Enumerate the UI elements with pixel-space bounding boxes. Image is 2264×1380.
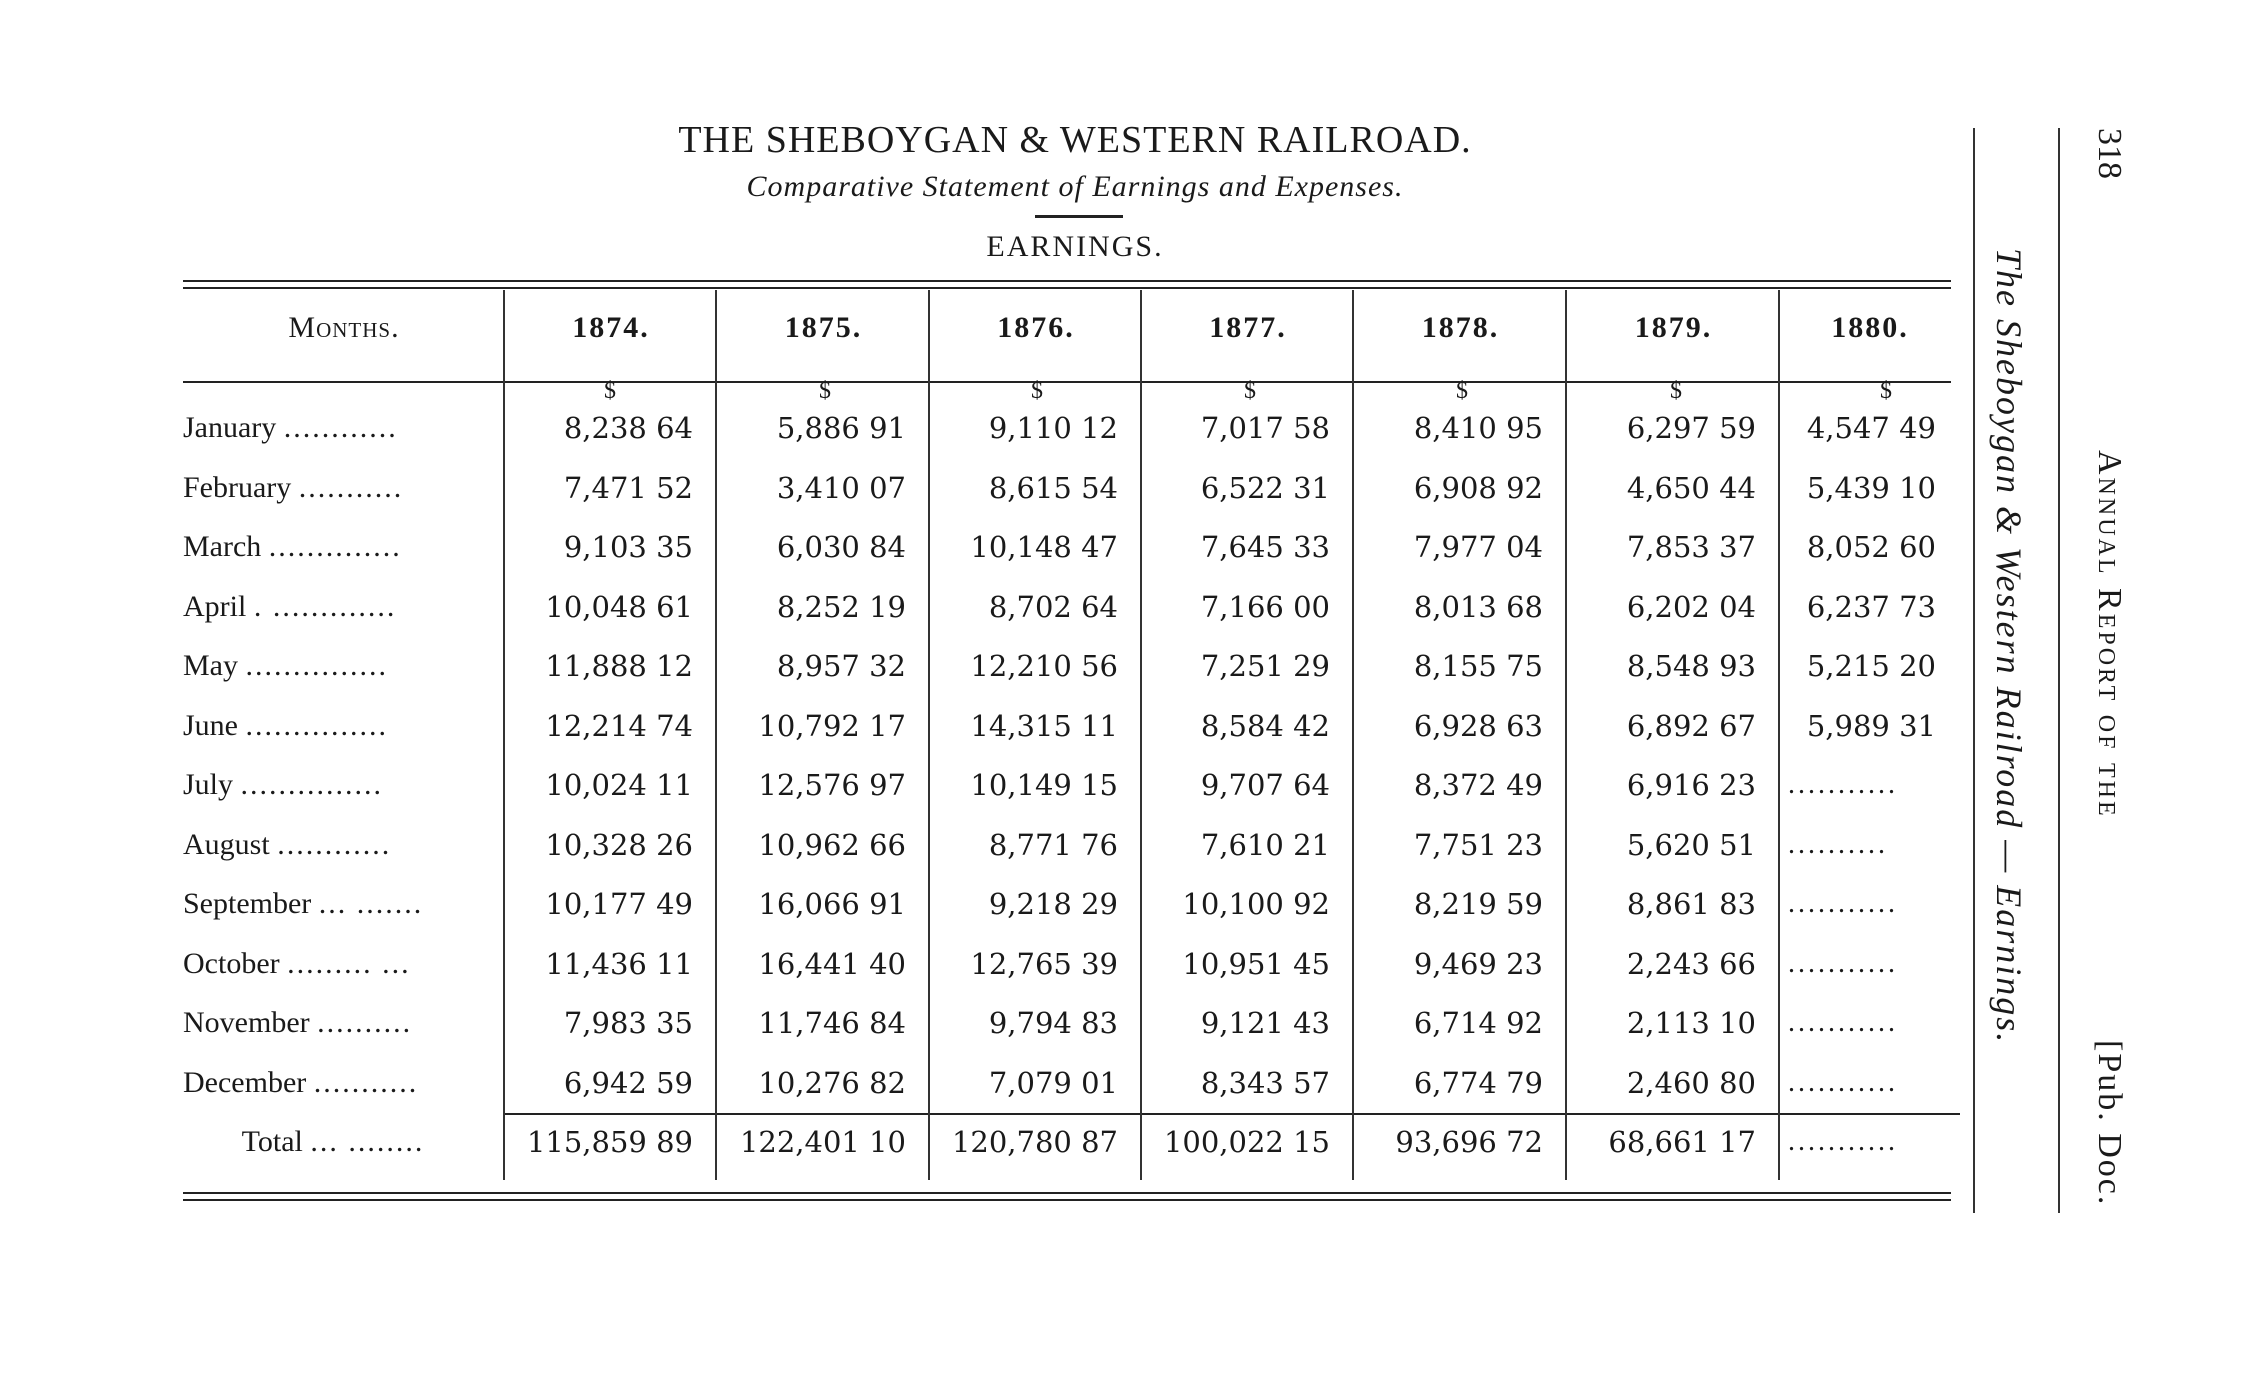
year-header: 1877. [1209, 311, 1287, 344]
earnings-value: 14,315 11 [970, 709, 1118, 743]
earnings-value: 16,441 40 [758, 947, 906, 981]
spacer [246, 590, 254, 623]
earnings-value: 8,957 32 [776, 649, 906, 683]
leader-dots: ............... [245, 709, 388, 742]
earnings-value: 8,052 60 [1806, 530, 1936, 564]
pub-doc-label: [Pub. Doc. [2091, 1040, 2128, 1207]
month-name: December [183, 1066, 307, 1099]
spacer [233, 768, 241, 801]
earnings-value: 5,620 51 [1626, 828, 1756, 862]
spacer [238, 649, 246, 682]
earnings-value: 7,079 01 [988, 1066, 1118, 1100]
month-label [183, 468, 498, 508]
document-subtitle: Comparative Statement of Earnings and Expenses. [746, 170, 1404, 203]
earnings-value: 8,238 64 [563, 411, 693, 445]
empty-cell-dots: ........... [1788, 1067, 1898, 1098]
currency-symbol: $ [1880, 378, 1892, 404]
empty-cell-dots: ........... [1788, 769, 1898, 800]
leader-dots: . ............. [253, 590, 397, 623]
earnings-value: 8,584 42 [1200, 709, 1330, 743]
year-header: 1879. [1634, 311, 1713, 344]
month-label [183, 944, 498, 984]
earnings-value: 8,548 93 [1626, 649, 1756, 683]
total-value: 100,022 15 [1163, 1125, 1330, 1159]
table-top-rule [183, 280, 1951, 282]
total-value: 93,696 72 [1395, 1125, 1543, 1159]
earnings-value: 9,121 43 [1200, 1006, 1330, 1040]
currency-symbol: $ [1031, 378, 1043, 404]
earnings-value: 10,024 11 [545, 768, 693, 802]
earnings-value: 7,983 35 [563, 1006, 693, 1040]
earnings-value: 6,522 31 [1200, 471, 1330, 505]
leader-dots: ............... [240, 768, 384, 801]
earnings-value: 9,218 29 [988, 887, 1118, 921]
earnings-value: 8,702 64 [988, 590, 1118, 624]
total-value: 120,780 87 [951, 1125, 1118, 1159]
total-value: 122,401 10 [739, 1125, 906, 1159]
earnings-value: 7,166 00 [1200, 590, 1330, 624]
spacer [310, 1006, 318, 1039]
earnings-value: 8,252 19 [776, 590, 906, 624]
spacer [280, 947, 288, 980]
leader-dots: .............. [268, 530, 402, 563]
earnings-value: 4,547 49 [1806, 411, 1936, 445]
month-label [183, 825, 498, 865]
earnings-value: 4,650 44 [1626, 471, 1756, 505]
earnings-value: 12,576 97 [758, 768, 906, 802]
earnings-value: 5,989 31 [1806, 709, 1936, 743]
month-name: September [183, 887, 312, 920]
month-label [183, 1003, 498, 1043]
month-name: July [183, 768, 234, 801]
total-rule [505, 1113, 1960, 1115]
month-label [183, 765, 498, 805]
currency-symbol: $ [1670, 378, 1682, 404]
spacer [238, 709, 246, 742]
earnings-value: 7,017 58 [1200, 411, 1330, 445]
year-header: 1875. [784, 311, 863, 344]
month-name: January [183, 411, 277, 444]
earnings-value: 8,861 83 [1626, 887, 1756, 921]
earnings-value: 8,615 54 [988, 471, 1118, 505]
total-value: 68,661 17 [1608, 1125, 1756, 1159]
document-title: THE SHEBOYGAN & WESTERN RAILROAD. [678, 119, 1472, 161]
earnings-value: 5,439 10 [1806, 471, 1936, 505]
earnings-value: 2,460 80 [1626, 1066, 1756, 1100]
month-name: November [183, 1006, 310, 1039]
earnings-value: 12,214 74 [545, 709, 693, 743]
total-label-text: Total [241, 1125, 303, 1158]
month-label [183, 706, 498, 746]
earnings-value: 7,751 23 [1413, 828, 1543, 862]
month-label [183, 527, 498, 567]
earnings-value: 10,951 45 [1182, 947, 1330, 981]
earnings-value: 6,908 92 [1413, 471, 1543, 505]
earnings-value: 6,942 59 [563, 1066, 693, 1100]
table-top-rule-2 [183, 287, 1951, 289]
earnings-value: 6,916 23 [1626, 768, 1756, 802]
spacer [291, 471, 299, 504]
earnings-value: 10,148 47 [970, 530, 1118, 564]
empty-cell-dots: ........... [1788, 1007, 1898, 1038]
year-header: 1880. [1831, 311, 1909, 344]
empty-cell-dots: ........... [1788, 888, 1898, 919]
earnings-value: 9,707 64 [1200, 768, 1330, 802]
earnings-value: 6,714 92 [1413, 1006, 1543, 1040]
earnings-value: 10,149 15 [970, 768, 1118, 802]
month-label [183, 587, 498, 627]
month-label [183, 1063, 498, 1103]
earnings-value: 2,243 66 [1626, 947, 1756, 981]
month-label [183, 408, 498, 448]
earnings-value: 8,771 76 [988, 828, 1118, 862]
month-label [183, 646, 498, 686]
earnings-value: 7,610 21 [1200, 828, 1330, 862]
month-name: February [183, 471, 292, 504]
earnings-value: 10,276 82 [758, 1066, 906, 1100]
month-name: October [183, 947, 280, 980]
currency-symbol: $ [1244, 378, 1256, 404]
earnings-value: 11,746 84 [758, 1006, 906, 1040]
earnings-value: 6,892 67 [1626, 709, 1756, 743]
total-row-label [183, 1122, 493, 1162]
earnings-value: 11,888 12 [545, 649, 693, 683]
table-bottom-rule-2 [183, 1199, 1951, 1201]
year-header: 1876. [997, 311, 1075, 344]
months-header: Months. [288, 311, 400, 344]
earnings-value: 8,013 68 [1413, 590, 1543, 624]
year-header: 1878. [1421, 311, 1500, 344]
earnings-value: 5,886 91 [776, 411, 906, 445]
earnings-value: 6,202 04 [1626, 590, 1756, 624]
earnings-value: 6,237 73 [1806, 590, 1936, 624]
earnings-value: 2,113 10 [1626, 1006, 1756, 1040]
earnings-value: 6,030 84 [776, 530, 906, 564]
earnings-value: 8,410 95 [1413, 411, 1543, 445]
earnings-value: 7,645 33 [1200, 530, 1330, 564]
earnings-value: 10,962 66 [758, 828, 906, 862]
earnings-value: 9,469 23 [1413, 947, 1543, 981]
earnings-value: 10,328 26 [545, 828, 693, 862]
running-head-line [2058, 128, 2060, 1213]
page-number: 318 [2091, 128, 2128, 179]
earnings-value: 10,177 49 [545, 887, 693, 921]
leader-dots: ......... ... [287, 947, 411, 980]
earnings-value: 16,066 91 [758, 887, 906, 921]
title-rule [1035, 215, 1123, 218]
earnings-value: 5,215 20 [1806, 649, 1936, 683]
spacer [276, 411, 284, 444]
earnings-value: 10,792 17 [758, 709, 906, 743]
earnings-value: 10,100 92 [1182, 887, 1330, 921]
earnings-value: 9,794 83 [988, 1006, 1118, 1040]
total-value: 115,859 89 [526, 1125, 693, 1159]
year-header: 1874. [572, 311, 650, 344]
earnings-value: 12,210 56 [970, 649, 1118, 683]
section-heading: EARNINGS. [986, 230, 1164, 263]
month-name: May [183, 649, 238, 682]
empty-cell-dots: .......... [1788, 829, 1888, 860]
earnings-value: 6,928 63 [1413, 709, 1543, 743]
spacer [261, 530, 269, 563]
leader-dots: ............ [283, 411, 398, 444]
running-title: The Sheboygan & Western Railroad — Earnings. [1989, 248, 2029, 1045]
month-name: August [183, 828, 270, 861]
month-label [183, 884, 498, 924]
table-bottom-rule [183, 1192, 1951, 1194]
spacer [306, 1066, 314, 1099]
earnings-value: 7,471 52 [563, 471, 693, 505]
currency-symbol: $ [1456, 378, 1468, 404]
earnings-value: 6,774 79 [1413, 1066, 1543, 1100]
leader-dots: ............ [277, 828, 392, 861]
leader-dots: ... ........ [310, 1125, 425, 1158]
earnings-value: 6,297 59 [1626, 411, 1756, 445]
right-border-line [1973, 128, 1975, 1213]
earnings-value: 12,765 39 [970, 947, 1118, 981]
earnings-value: 8,219 59 [1413, 887, 1543, 921]
month-name: June [183, 709, 238, 742]
earnings-value: 7,251 29 [1200, 649, 1330, 683]
earnings-value: 7,977 04 [1413, 530, 1543, 564]
leader-dots: ............... [245, 649, 388, 682]
leader-dots: .......... [317, 1006, 413, 1039]
empty-cell-dots: ........... [1788, 948, 1898, 979]
currency-symbol: $ [604, 378, 616, 404]
earnings-value: 8,155 75 [1413, 649, 1543, 683]
earnings-value: 10,048 61 [545, 590, 693, 624]
earnings-value: 9,110 12 [988, 411, 1118, 445]
earnings-value: 8,372 49 [1413, 768, 1543, 802]
month-name: April [183, 590, 247, 623]
earnings-value: 11,436 11 [545, 947, 693, 981]
leader-dots: ........... [313, 1066, 419, 1099]
leader-dots: ........... [298, 471, 404, 504]
earnings-value: 3,410 07 [776, 471, 906, 505]
report-title: Annual Report of the [2091, 450, 2128, 819]
spacer [311, 887, 319, 920]
earnings-value: 9,103 35 [563, 530, 693, 564]
leader-dots: ... ....... [318, 887, 424, 920]
month-name: March [183, 530, 262, 563]
empty-cell-dots: ........... [1788, 1126, 1898, 1157]
currency-symbol: $ [819, 378, 831, 404]
earnings-value: 7,853 37 [1626, 530, 1756, 564]
earnings-value: 8,343 57 [1200, 1066, 1330, 1100]
